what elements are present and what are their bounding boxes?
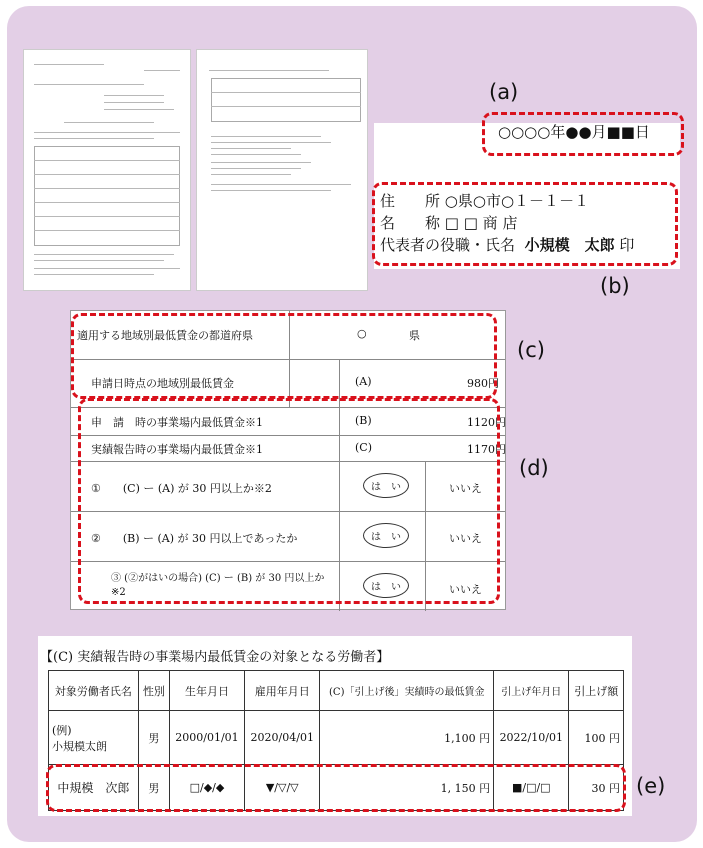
document-thumbnail-page-2 xyxy=(196,49,368,291)
cell-birth: 2000/01/01 xyxy=(169,711,244,765)
label-d: (d) xyxy=(519,456,549,480)
highlight-c xyxy=(71,313,497,399)
report-label: 実績報告時の事業場内最低賃金※1 xyxy=(91,443,263,456)
label-e: (e) xyxy=(636,774,666,798)
header-date: ○○○○年●●月■■日 xyxy=(498,123,650,141)
cell-birth: □/◆/◆ xyxy=(169,765,244,811)
apply-label: 申 請 時の事業場内最低賃金※1 xyxy=(91,416,263,429)
regional-code: (A) xyxy=(355,375,372,388)
cell-hired: ▼/▽/▽ xyxy=(245,765,320,811)
worker-table-title: 【(C) 実績報告時の事業場内最低賃金の対象となる労働者】 xyxy=(40,650,390,665)
table-row xyxy=(49,711,624,765)
col-header-raise-amount: 引上げ額 xyxy=(569,671,624,711)
no-2: いいえ xyxy=(449,532,482,545)
pref-value: ○ xyxy=(357,327,367,340)
label-a: (a) xyxy=(489,80,519,104)
highlight-e xyxy=(46,764,626,812)
question-1: ① (C) ー (A) が 30 円以上か※2 xyxy=(91,482,272,495)
col-header-birth: 生年月日 xyxy=(169,671,244,711)
address-line: 住 所 ○県○市○１－１－１ xyxy=(380,192,590,210)
yes-circled-3: は い xyxy=(363,573,409,598)
col-header-raise-date: 引上げ年月日 xyxy=(494,671,569,711)
regional-label: 申請日時点の地域別最低賃金 xyxy=(91,377,234,390)
cell-wage: 1,100 円 xyxy=(320,711,494,765)
label-b: (b) xyxy=(600,274,630,298)
pref-unit: 県 xyxy=(409,329,420,342)
yes-circled-2: は い xyxy=(363,523,409,548)
report-code: (C) xyxy=(355,441,372,454)
pref-label: 適用する地域別最低賃金の都道府県 xyxy=(77,329,253,342)
yes-circled-1: は い xyxy=(363,473,409,498)
cell-raise-amount: 100 円 xyxy=(569,711,624,765)
question-3-line-2: ※2 xyxy=(111,587,126,598)
label-c: (c) xyxy=(517,338,545,362)
cell-wage: 1, 150 円 xyxy=(320,765,494,811)
highlight-d xyxy=(78,398,500,604)
cell-gender: 男 xyxy=(138,711,169,765)
col-header-hired: 雇用年月日 xyxy=(245,671,320,711)
cell-hired: 2020/04/01 xyxy=(245,711,320,765)
no-3: いいえ xyxy=(449,583,482,596)
question-3-line-1: ③ (②がはいの場合) (C) ー (B) が 30 円以上か xyxy=(111,573,325,584)
apply-code: (B) xyxy=(355,414,372,427)
no-1: いいえ xyxy=(449,482,482,495)
apply-value: 1120円 xyxy=(467,416,506,429)
document-thumbnail-page-1 xyxy=(23,49,191,291)
cell-raise-amount: 30 円 xyxy=(569,765,624,811)
cell-name: (例) 小規模太朗 xyxy=(49,711,139,765)
cell-raise-date: ■/□/□ xyxy=(494,765,569,811)
regional-value: 980円 xyxy=(467,377,499,390)
cell-name: 中規模 次郎 xyxy=(49,765,139,811)
col-header-gender: 性別 xyxy=(138,671,169,711)
cell-raise-date: 2022/10/01 xyxy=(494,711,569,765)
col-header-wage: (C)「引上げ後」実績時の最低賃金 xyxy=(320,671,494,711)
name-line: 名 称 □ □ 商 店 xyxy=(380,214,518,232)
question-2: ② (B) ー (A) が 30 円以上であったか xyxy=(91,532,298,545)
col-header-name: 対象労働者氏名 xyxy=(49,671,139,711)
cell-gender: 男 xyxy=(138,765,169,811)
report-value: 1170円 xyxy=(467,443,506,456)
representative-line: 代表者の役職・氏名 小規模 太郎 印 xyxy=(380,236,635,254)
